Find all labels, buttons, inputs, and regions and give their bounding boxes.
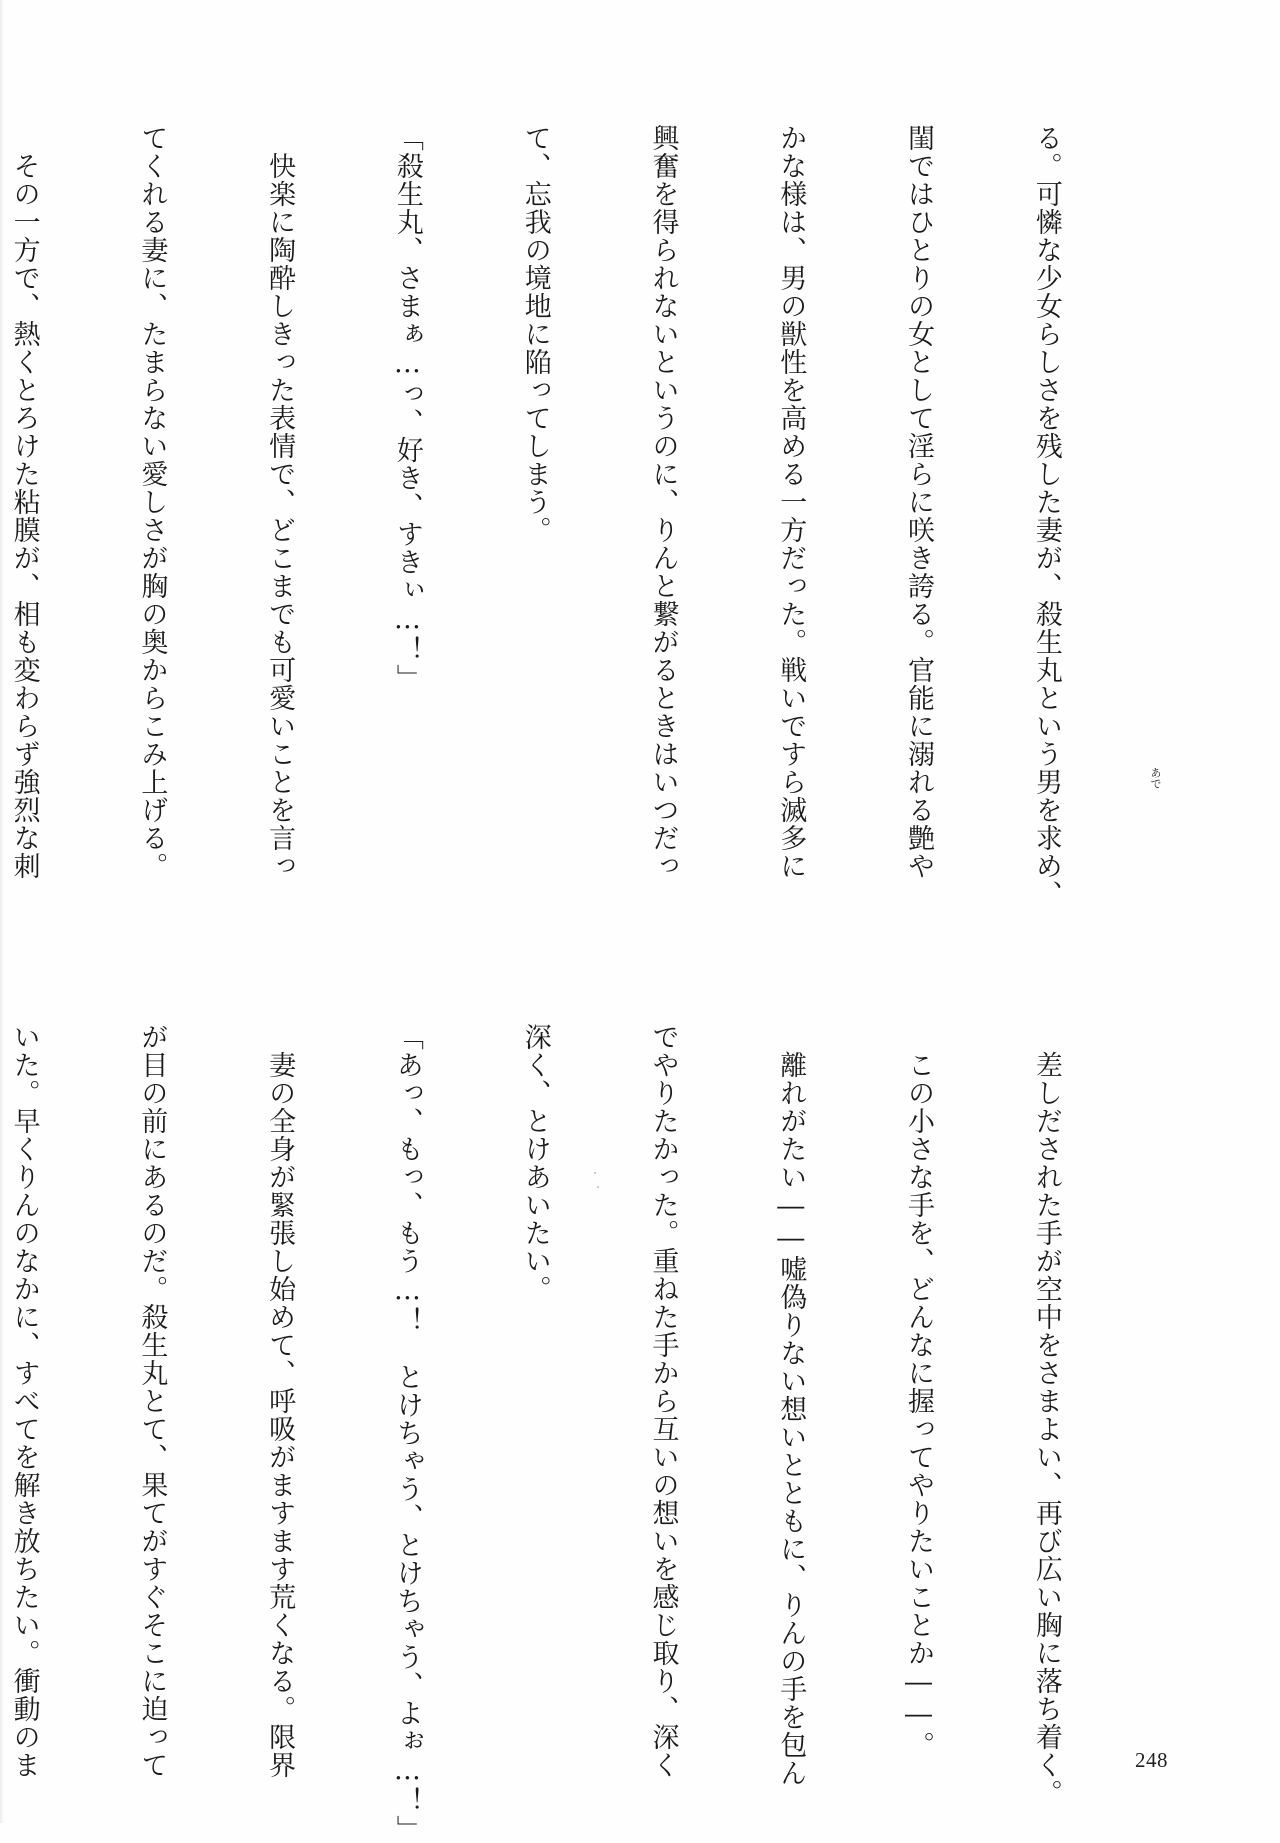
text-line: て、忘我の境地に陥ってしまう。	[519, 124, 551, 544]
scan-speck	[594, 1172, 596, 1174]
text-line: 深く、とけあいたい。	[519, 1023, 551, 1303]
text-line: 閨ではひとりの女として淫らに咲き誇る。官能に溺れる艶や	[903, 124, 935, 880]
text-line: る。可憐な少女らしさを残した妻が、殺生丸という男を求め、	[1030, 124, 1062, 908]
page-number: 248	[1135, 1748, 1168, 1772]
text-line: この小さな手を、どんなに握ってやりたいことか――。	[903, 1023, 935, 1759]
text-line: いた。早くりんのなかに、すべてを解き放ちたい。衝動のま	[8, 1023, 40, 1779]
top-text-block	[8, 124, 1152, 916]
text-line: 興奮を得られないというのに、りんと繋がるときはいつだっ	[647, 124, 679, 880]
text-line: 妻の全身が緊張し始めて、呼吸がますます荒くなる。限界	[264, 1023, 296, 1779]
text-line: 離れがたい――嘘偽りない想いとともに、りんの手を包ん	[775, 1023, 807, 1787]
text-line: 快楽に陶酔しきった表情で、どこまでも可愛いことを言っ	[264, 124, 296, 880]
text-line: てくれる妻に、たまらない愛しさが胸の奥からこみ上げる。	[136, 124, 168, 880]
text-line: でやりたかった。重ねた手から互いの想いを感じ取り、深く	[647, 1023, 679, 1779]
text-line: 「あっ、もっ、もう…！ とけちゃう、とけちゃう、よぉ…！」	[391, 1023, 423, 1843]
text-line: 差しだされた手が空中をさまよい、再び広い胸に落ち着く。	[1030, 1023, 1062, 1807]
text-line: 「殺生丸、さまぁ…っ、好き、すきぃ…！」	[391, 124, 423, 692]
furigana-ruby: あで	[1149, 767, 1162, 789]
scan-speck	[597, 1186, 599, 1188]
text-line: が目の前にあるのだ。殺生丸とて、果てがすぐそこに迫って	[136, 1023, 168, 1779]
text-line: その一方で、熱くとろけた粘膜が、相も変わらず強烈な刺	[8, 124, 40, 880]
text-line: かな様は、男の獣性を高める一方だった。戦いですら滅多に	[775, 124, 807, 880]
